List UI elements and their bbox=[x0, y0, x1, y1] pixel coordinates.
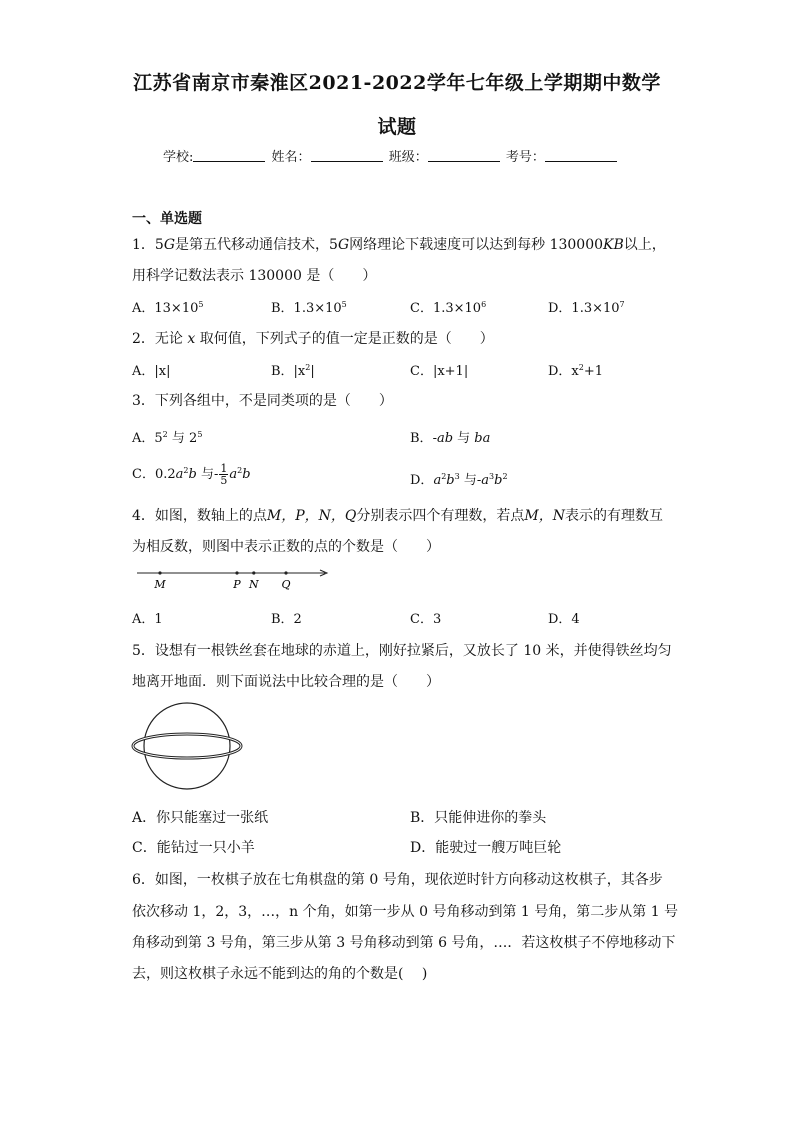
q3-c-numerator: 1 bbox=[220, 462, 228, 475]
q4-option-a[interactable]: A．1 bbox=[132, 612, 163, 627]
q3-d-e3: 3 bbox=[489, 472, 495, 481]
number-line-point-m bbox=[158, 571, 161, 574]
class-label: 班级： bbox=[388, 150, 428, 165]
q2-text-a: 2．无论 bbox=[132, 331, 188, 347]
q3-d-e2: 3 bbox=[454, 472, 460, 481]
q2-option-a[interactable]: A．|x| bbox=[132, 364, 171, 379]
q3-d-e1: 2 bbox=[441, 472, 447, 481]
q3-stem: 3．下列各组中，不是同类项的是（ ） bbox=[132, 393, 393, 409]
q1-text-a: 1．5 bbox=[132, 237, 164, 253]
q2-text-x: x bbox=[187, 331, 196, 347]
page-title-line1: 江苏省南京市秦淮区2021-2022学年七年级上学期期中数学 bbox=[133, 72, 661, 94]
q1-option-a-text: A．13×10 bbox=[132, 301, 199, 316]
student-info-line bbox=[163, 146, 619, 165]
q3-a-e2: 5 bbox=[197, 430, 203, 439]
q3-b-pre: B． bbox=[410, 431, 433, 446]
q3-c-mid: 与- bbox=[196, 467, 219, 482]
number-line-label-q: Q bbox=[281, 578, 291, 591]
q2-option-b[interactable] bbox=[271, 360, 315, 379]
q3-b-v1: -ab bbox=[432, 431, 454, 446]
q1-text-f: KB bbox=[603, 237, 624, 253]
q2-text-b: 取何值，下列式子的值一定是正数的是（ ） bbox=[195, 331, 494, 347]
class-blank[interactable] bbox=[428, 149, 500, 162]
q3-d-v1: a bbox=[433, 473, 442, 488]
q1-option-b-text: B．1.3×10 bbox=[271, 301, 342, 316]
q3-a-e1: 2 bbox=[162, 430, 168, 439]
number-line-point-p bbox=[235, 571, 238, 574]
q2-option-b-post: | bbox=[310, 364, 315, 379]
q3-option-c[interactable] bbox=[132, 463, 251, 486]
q1-text-c: 是第五代移动通信技术，5 bbox=[175, 237, 338, 253]
q3-c-fraction bbox=[219, 463, 228, 486]
wire-ring-highlight bbox=[133, 734, 241, 758]
q1-option-c-text: C．1.3×10 bbox=[410, 301, 482, 316]
exam-no-label: 考号： bbox=[505, 150, 545, 165]
q2-option-b-text: B．|x bbox=[271, 364, 306, 379]
number-line-label-m: M bbox=[154, 578, 166, 591]
q2-option-d-exp: 2 bbox=[578, 363, 584, 372]
q4-stem-line2: 为相反数，则图中表示正数的点的个数是（ ） bbox=[132, 539, 440, 555]
q1-option-c-exp: 6 bbox=[481, 300, 487, 309]
q3-option-d[interactable] bbox=[410, 469, 508, 488]
section-heading: 一、单选题 bbox=[132, 211, 202, 227]
q4-text-mn: M，N bbox=[524, 508, 565, 524]
q1-text-g: 以上， bbox=[623, 237, 666, 253]
exam-no-blank[interactable] bbox=[545, 149, 617, 162]
number-line-point-q bbox=[284, 571, 287, 574]
q5-option-d[interactable]: D．能驶过一艘万吨巨轮 bbox=[410, 840, 562, 856]
earth-wire-figure bbox=[130, 703, 245, 793]
q4-text-b: 分别表示四个有理数，若点 bbox=[356, 508, 525, 524]
q3-option-a[interactable] bbox=[132, 427, 202, 446]
q3-b-mid: 与 bbox=[453, 431, 475, 446]
q3-c-pre: C．0.2 bbox=[132, 467, 176, 482]
q1-text-e: 网络理论下载速度可以达到每秒 130000 bbox=[349, 237, 604, 253]
q3-c-denominator: 5 bbox=[220, 474, 228, 487]
q3-d-e4: 2 bbox=[502, 472, 508, 481]
q3-b-v2: ba bbox=[474, 431, 491, 446]
q3-d-v2: b bbox=[446, 473, 455, 488]
q3-c-v1: a bbox=[175, 467, 184, 482]
q6-stem-line2: 依次移动 1，2，3，…，n 个角，如第一步从 0 号角移动到第 1 号角，第二步从第 1 号 bbox=[132, 904, 679, 920]
q1-option-b[interactable] bbox=[271, 297, 347, 316]
q3-a-pre: A．5 bbox=[132, 431, 163, 446]
q5-stem-line1: 5．设想有一根铁丝套在地球的赤道上，刚好拉紧后，又放长了 10 米，并使得铁丝均匀 bbox=[132, 643, 672, 659]
q1-stem-line2: 用科学记数法表示 130000 是（ ） bbox=[132, 268, 377, 284]
q1-text-b: G bbox=[163, 237, 176, 253]
q1-option-d-text: D．1.3×10 bbox=[548, 301, 620, 316]
q1-option-d[interactable] bbox=[548, 297, 625, 316]
q4-option-c[interactable]: C．3 bbox=[410, 612, 442, 627]
q3-d-mid: 与- bbox=[459, 473, 482, 488]
number-line-figure bbox=[137, 563, 332, 593]
q4-stem-line1 bbox=[132, 505, 663, 525]
q6-stem-line3: 角移动到第 3 号角，第三步从第 3 号角移动到第 6 号角，…．若这枚棋子不停地移动下 bbox=[132, 935, 676, 951]
q3-c-v2: b bbox=[188, 467, 197, 482]
q2-option-d-text: D．x bbox=[548, 364, 579, 379]
q2-option-b-exp: 2 bbox=[305, 363, 311, 372]
q3-c-e2: 2 bbox=[237, 466, 243, 475]
q3-c-v3: a bbox=[229, 467, 238, 482]
q3-d-v4: b bbox=[494, 473, 503, 488]
q1-option-d-exp: 7 bbox=[619, 300, 625, 309]
q2-stem bbox=[132, 328, 494, 348]
q4-text-c: 表示的有理数互 bbox=[565, 508, 663, 524]
q3-d-v3: a bbox=[481, 473, 490, 488]
q1-option-a-exp: 5 bbox=[198, 300, 204, 309]
school-label: 学校: bbox=[163, 150, 194, 165]
q2-option-d-post: +1 bbox=[583, 364, 604, 379]
name-label: 姓名： bbox=[271, 150, 311, 165]
number-line-point-n bbox=[252, 571, 255, 574]
page-title-line2: 试题 bbox=[377, 116, 417, 138]
q5-option-c[interactable]: C．能钻过一只小羊 bbox=[132, 840, 255, 856]
q1-text-d: G bbox=[337, 237, 350, 253]
q3-c-e1: 2 bbox=[183, 466, 189, 475]
q3-option-b[interactable] bbox=[410, 427, 490, 446]
q4-text-points: M，P，N，Q bbox=[266, 508, 357, 524]
q5-option-b[interactable]: B．只能伸进你的拳头 bbox=[410, 810, 547, 826]
q3-c-v4: b bbox=[242, 467, 251, 482]
q4-option-d[interactable]: D．4 bbox=[548, 612, 580, 627]
q1-option-c[interactable] bbox=[410, 297, 486, 316]
q2-option-c[interactable]: C．|x+1| bbox=[410, 364, 469, 379]
q6-stem-line4: 去，则这枚棋子永远不能到达的角的个数是( ) bbox=[132, 966, 428, 982]
q3-a-mid: 与 2 bbox=[167, 431, 198, 446]
earth-circle bbox=[144, 703, 230, 789]
name-blank[interactable] bbox=[311, 149, 383, 162]
q3-d-pre: D． bbox=[410, 473, 434, 488]
q4-option-b[interactable]: B．2 bbox=[271, 612, 302, 627]
number-line-label-p: P bbox=[233, 578, 241, 591]
q5-option-a[interactable]: A．你只能塞过一张纸 bbox=[132, 810, 269, 826]
school-blank[interactable] bbox=[193, 149, 265, 162]
q6-stem-line1: 6．如图，一枚棋子放在七角棋盘的第 0 号角，现依逆时针方向移动这枚棋子，其各步 bbox=[132, 872, 663, 888]
q1-stem-line1 bbox=[132, 234, 666, 254]
q1-option-a[interactable] bbox=[132, 297, 203, 316]
q1-option-b-exp: 5 bbox=[341, 300, 347, 309]
q2-option-d[interactable] bbox=[548, 360, 603, 379]
q4-text-a: 4．如图，数轴上的点 bbox=[132, 508, 267, 524]
number-line-label-n: N bbox=[248, 578, 259, 591]
q5-stem-line2: 地离开地面．则下面说法中比较合理的是（ ） bbox=[132, 674, 440, 690]
